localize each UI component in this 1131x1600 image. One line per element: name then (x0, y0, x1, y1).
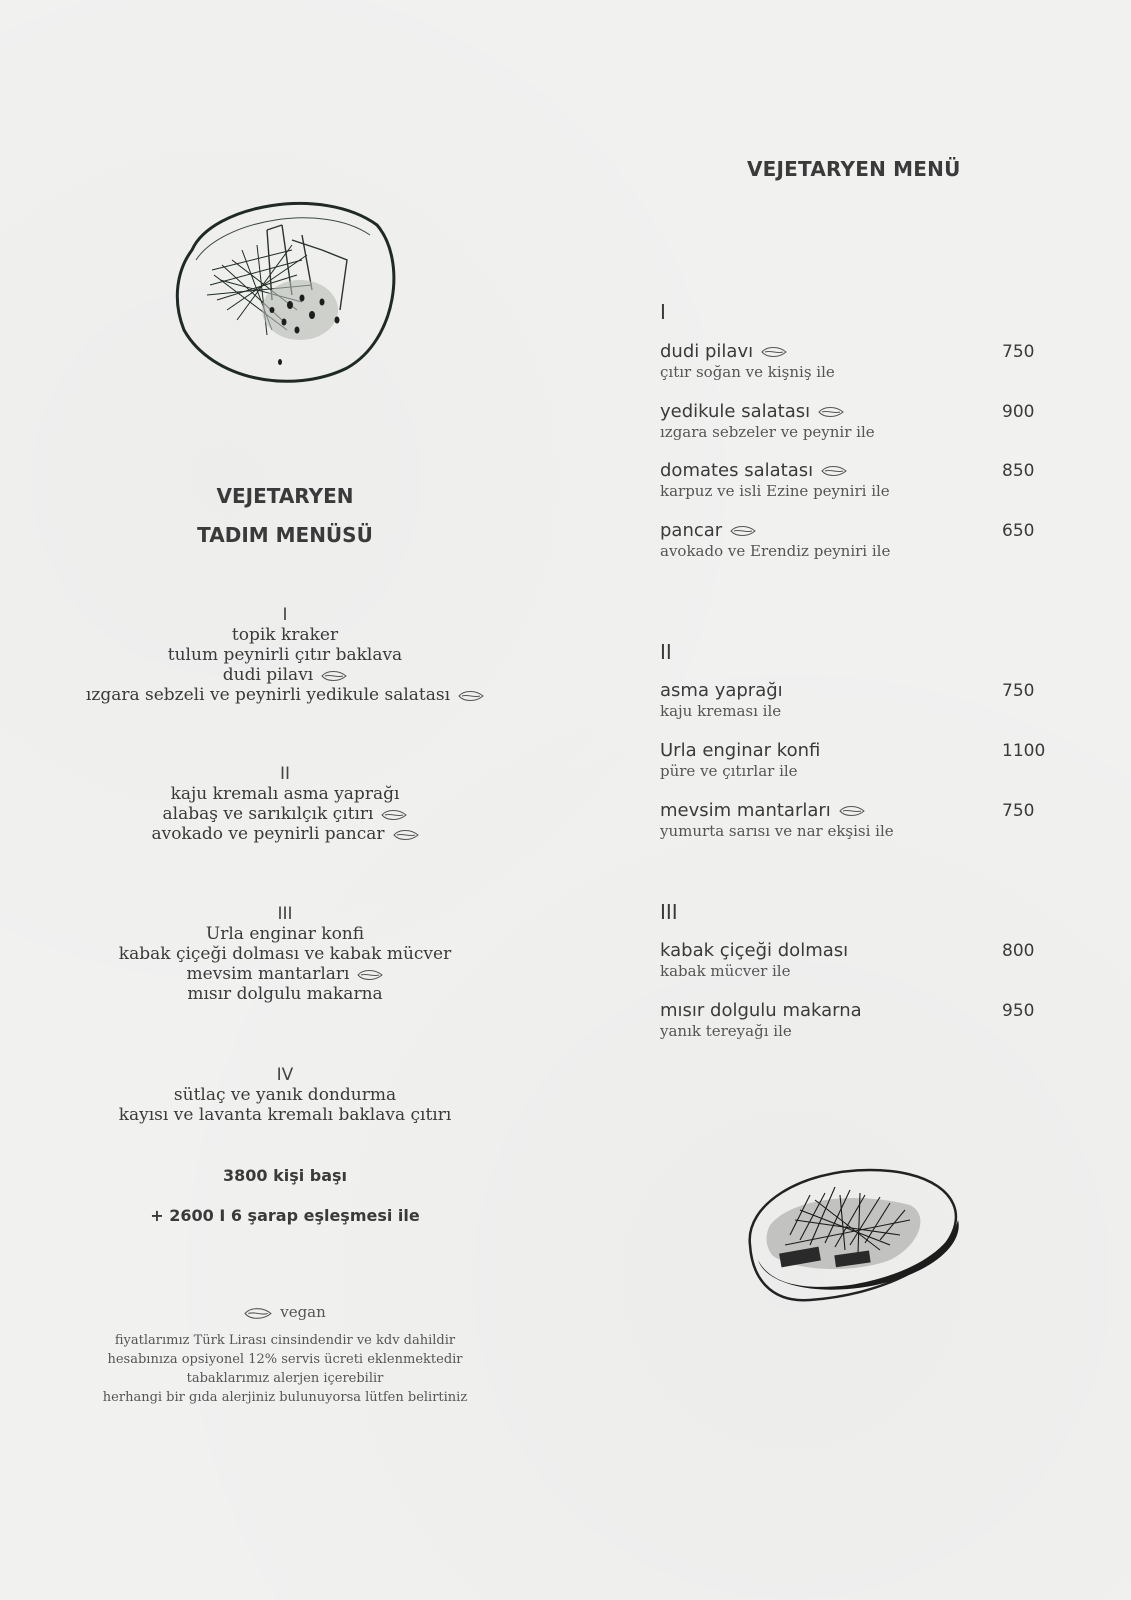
footer-note: herhangi bir gıda alerjiniz bulunuyorsa lütfen belirtiniz (102, 1390, 468, 1405)
menu-item-price: 950 (1002, 1001, 1035, 1021)
leaf-icon (458, 690, 484, 702)
footer-note: tabaklarımız alerjen içerebilir (186, 1371, 384, 1386)
tasting-dish: topik kraker (231, 625, 339, 645)
tasting-dish: Urla enginar konfi (205, 924, 365, 944)
leaf-icon (730, 525, 756, 537)
menu-item-desc: avokado ve Erendiz peyniri ile (660, 542, 891, 560)
tasting-dish: alabaş ve sarıkılçık çıtırı (70, 804, 500, 824)
footer-notes (70, 1331, 500, 1407)
menu-item-name: asma yaprağı (660, 680, 783, 701)
vegan-label: vegan (280, 1303, 326, 1321)
leaf-icon (393, 829, 419, 841)
menu-item-name: Urla enginar konfi (660, 740, 821, 761)
course-numeral: II (279, 764, 291, 784)
menu-item-desc: yanık tereyağı ile (660, 1022, 792, 1040)
tasting-course-4 (70, 1065, 500, 1125)
tasting-course-2 (70, 764, 500, 844)
menu-item-name: mısır dolgulu makarna (660, 1000, 862, 1021)
dish-illustration-bowl (172, 190, 402, 395)
menu-item-desc: ızgara sebzeler ve peynir ile (660, 423, 875, 441)
menu-item (660, 401, 1040, 441)
dish-illustration-plate (740, 1165, 965, 1310)
page-title: VEJETARYEN MENÜ (747, 157, 961, 181)
menu-item-name: yedikule salatası (660, 401, 811, 422)
menu-item (660, 680, 1040, 720)
course-numeral: I (282, 605, 288, 625)
menu-item-price: 750 (1002, 342, 1035, 362)
wine-pairing: + 2600 I 6 şarap eşleşmesi ile (150, 1206, 420, 1225)
tasting-dish: tulum peynirli çıtır baklava (167, 645, 403, 665)
vegan-legend (90, 1303, 480, 1321)
leaf-icon (821, 465, 847, 477)
menu-item-desc: kabak mücver ile (660, 962, 791, 980)
menu-item-desc: çıtır soğan ve kişniş ile (660, 363, 835, 381)
menu-item (660, 740, 1046, 780)
menu-item-desc: karpuz ve isli Ezine peyniri ile (660, 482, 890, 500)
tasting-dish: mısır dolgulu makarna (187, 984, 383, 1004)
tasting-dish: ızgara sebzeli ve peynirli yedikule salatası (70, 685, 500, 705)
menu-item (660, 940, 1040, 980)
section-numeral: II (660, 640, 672, 664)
menu-item (660, 520, 1040, 560)
tasting-dish: avokado ve peynirli pancar (70, 824, 500, 844)
tasting-course-1 (70, 605, 500, 705)
menu-item (660, 460, 1040, 500)
price-per-person: 3800 kişi başı (222, 1166, 348, 1185)
menu-item-price: 900 (1002, 402, 1035, 422)
leaf-icon (381, 809, 407, 821)
menu-item (660, 1000, 1040, 1040)
leaf-icon (818, 406, 844, 418)
menu-item-price: 650 (1002, 521, 1035, 541)
tasting-course-3 (70, 904, 500, 1004)
section-numeral: III (660, 900, 678, 924)
menu-item-price: 850 (1002, 461, 1035, 481)
tasting-dish: mevsim mantarları (70, 964, 500, 984)
menu-item-name: domates salatası (660, 460, 814, 481)
menu-item-desc: kaju kreması ile (660, 702, 782, 720)
tasting-menu-title-line1: VEJETARYEN (216, 484, 354, 508)
menu-item-name: kabak çiçeği dolması (660, 940, 849, 961)
leaf-icon (839, 805, 865, 817)
course-numeral: III (277, 904, 293, 924)
menu-item-price: 800 (1002, 941, 1035, 961)
menu-item-price: 1100 (1002, 741, 1046, 761)
leaf-icon (244, 1307, 272, 1320)
menu-item (660, 800, 1040, 840)
menu-item-desc: yumurta sarısı ve nar ekşisi ile (660, 822, 894, 840)
menu-item-price: 750 (1002, 801, 1035, 821)
tasting-dish: kayısı ve lavanta kremalı baklava çıtırı (118, 1105, 452, 1125)
menu-item-name: dudi pilavı (660, 341, 754, 362)
leaf-icon (761, 346, 787, 358)
leaf-icon (321, 670, 347, 682)
leaf-icon (357, 969, 383, 981)
tasting-dish: sütlaç ve yanık dondurma (173, 1085, 397, 1105)
tasting-dish: dudi pilavı (70, 665, 500, 685)
footer-note: fiyatlarımız Türk Lirası cinsindendir ve kdv dahildir (114, 1333, 456, 1348)
menu-item-name: mevsim mantarları (660, 800, 831, 821)
section-numeral: I (660, 300, 666, 324)
course-numeral: IV (276, 1065, 294, 1085)
tasting-dish: kabak çiçeği dolması ve kabak mücver (118, 944, 452, 964)
menu-item-price: 750 (1002, 681, 1035, 701)
tasting-menu-title-line2: TADIM MENÜSÜ (197, 523, 373, 547)
menu-item-desc: püre ve çıtırlar ile (660, 762, 798, 780)
tasting-dish: kaju kremalı asma yaprağı (170, 784, 400, 804)
menu-item (660, 341, 1040, 381)
menu-item-name: pancar (660, 520, 723, 541)
footer-note: hesabınıza opsiyonel 12% servis ücreti eklenmektedir (107, 1352, 463, 1367)
